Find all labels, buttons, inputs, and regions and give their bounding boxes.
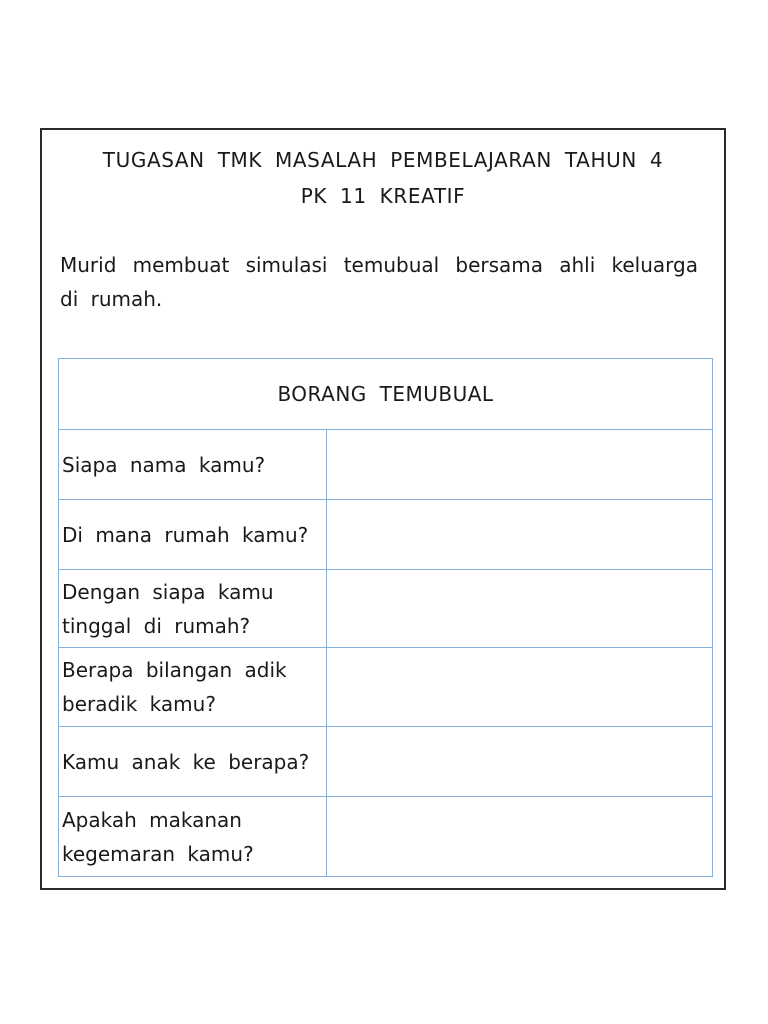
worksheet-title: TUGASAN TMK MASALAH PEMBELAJARAN TAHUN 4 [102,148,664,172]
form-title: BORANG TEMUBUAL [59,359,713,430]
worksheet-subtitle: PK 11 KREATIF [300,184,466,208]
question-label: Di mana rumah kamu? [59,500,327,570]
answer-field[interactable] [327,430,713,500]
question-label: Berapa bilangan adik beradik kamu? [59,648,327,727]
question-label: Apakah makanan kegemaran kamu? [59,797,327,877]
question-label: Siapa nama kamu? [59,430,327,500]
answer-field[interactable] [327,570,713,648]
answer-field[interactable] [327,500,713,570]
table-row [59,500,713,570]
question-label: Kamu anak ke berapa? [59,727,327,797]
table-row [59,727,713,797]
table-row [59,570,713,648]
question-label: Dengan siapa kamu tinggal di rumah? [59,570,327,648]
answer-field[interactable] [327,648,713,727]
instruction-text: Murid membuat simulasi temubual bersama ahli keluarga di rumah. [60,253,698,311]
answer-field[interactable] [327,797,713,877]
interview-form-table [58,358,713,877]
answer-field[interactable] [327,727,713,797]
table-row [59,797,713,877]
worksheet-frame [40,128,726,890]
table-row [59,648,713,727]
table-row [59,430,713,500]
